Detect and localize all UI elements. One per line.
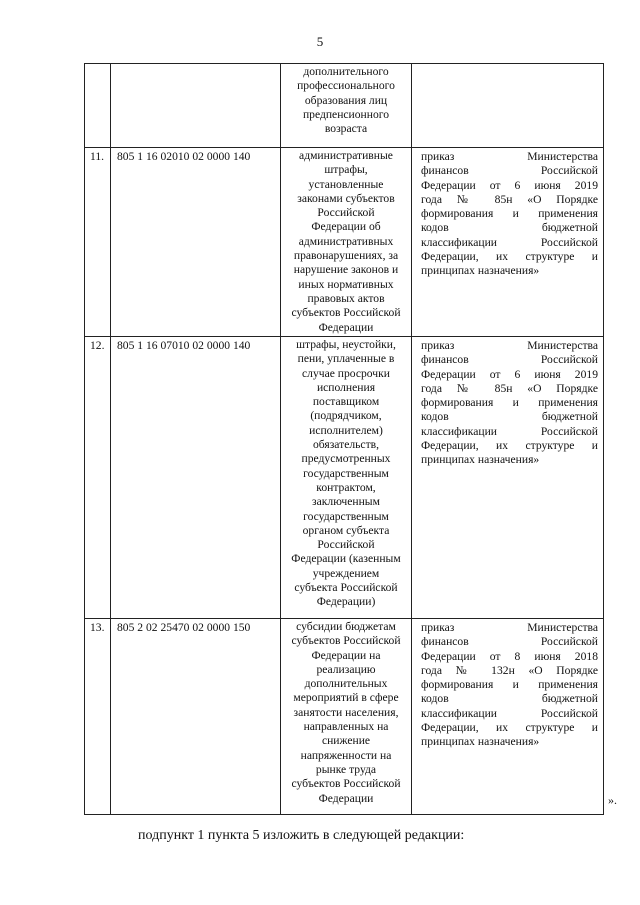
budget-code: 805 2 02 25470 02 0000 150 xyxy=(111,619,281,815)
revenue-name-line: иных нормативных xyxy=(298,277,394,291)
revenue-name-line: реализацию xyxy=(316,662,376,676)
revenue-name-line: занятости населения, xyxy=(293,705,399,719)
revenue-name-line: Федерации на xyxy=(311,648,381,662)
revenue-name-line: субъектов Российской xyxy=(291,306,401,320)
legal-basis-line: Федерации от 6 июня 2019 xyxy=(421,367,598,381)
budget-code: 805 1 16 02010 02 0000 140 xyxy=(111,148,281,337)
revenue-name-line: государственным xyxy=(303,509,389,523)
revenue-name-line: исполнения xyxy=(316,380,376,394)
budget-code: 805 1 16 07010 02 0000 140 xyxy=(111,337,281,619)
revenue-name-line: государственным xyxy=(303,466,389,480)
revenue-name-line: предусмотренных xyxy=(301,452,391,466)
revenue-name-line: дополнительного xyxy=(303,65,389,78)
revenue-name-line: Федерации) xyxy=(316,595,376,609)
legal-basis-line: принципах назначения» xyxy=(421,735,540,749)
revenue-name-line: Федерации xyxy=(318,320,374,334)
revenue-name-line: правонарушениях, за xyxy=(293,249,399,263)
revenue-name-line: предпенсионного xyxy=(302,107,390,121)
budget-code xyxy=(111,64,281,148)
table-row xyxy=(85,619,604,815)
table-row xyxy=(85,64,604,148)
table-row xyxy=(85,337,604,619)
revenue-name-line: (подрядчиком, xyxy=(310,409,382,423)
legal-basis-line: приказ Министерства xyxy=(421,339,598,352)
revenue-name-line: учреждением xyxy=(312,566,380,580)
row-number xyxy=(85,64,111,148)
revenue-name-line: Федерации xyxy=(318,791,374,805)
revenue-name-line: штрафы, неустойки, xyxy=(296,338,396,351)
revenue-name-line: заключенным xyxy=(312,495,380,509)
revenue-name-line: Российской xyxy=(317,206,375,220)
legal-basis-line: приказ Министерства xyxy=(421,621,598,634)
revenue-name-line: образования лиц xyxy=(304,93,388,107)
revenue-name-line: поставщиком xyxy=(312,395,380,409)
legal-basis-line: принципах назначения» xyxy=(421,264,540,278)
legal-basis xyxy=(412,64,604,148)
revenue-name-line: законами субъектов xyxy=(297,191,395,205)
revenue-name-line: исполнителем) xyxy=(309,423,383,437)
revenue-name-line: Российской xyxy=(317,538,375,552)
revenue-name-line: правовых актов xyxy=(307,291,385,305)
page-number: 5 xyxy=(316,34,324,49)
legal-basis xyxy=(412,148,604,337)
legal-basis-line: Федерации, их структуре и xyxy=(421,721,598,735)
legal-basis-line: классификации Российской xyxy=(421,424,598,438)
legal-basis-line: приказ Министерства xyxy=(421,150,598,163)
revenue-name-line: обязательств, xyxy=(312,438,380,452)
revenue-name-line: установленные xyxy=(308,177,384,191)
revenue-name-line: субсидии бюджетам xyxy=(296,620,396,633)
revenue-name xyxy=(281,148,412,337)
legal-basis-line: кодов бюджетной xyxy=(421,410,598,424)
revenue-name-line: направленных на xyxy=(303,720,389,734)
revenue-name-line: снижение xyxy=(321,734,371,748)
revenue-name-line: субъекта Российской xyxy=(294,581,398,595)
legal-basis-line: года № 132н «О Порядке xyxy=(421,663,598,677)
revenue-name-line: административные xyxy=(299,149,393,162)
legal-basis-line: Федерации от 8 июня 2018 xyxy=(421,649,598,663)
revenue-name-line: органом субъекта xyxy=(302,523,390,537)
legal-basis-line: кодов бюджетной xyxy=(421,221,598,235)
row-number: 12. xyxy=(85,337,111,619)
revenue-name-line: контрактом, xyxy=(316,480,376,494)
legal-basis-line: принципах назначения» xyxy=(421,453,540,467)
legal-basis-line: формирования и применения xyxy=(421,396,598,410)
revenue-name-line: случае просрочки xyxy=(302,366,390,380)
revenue-name-line: субъектов Российской xyxy=(291,634,401,648)
legal-basis xyxy=(412,619,604,815)
legal-basis-line: классификации Российской xyxy=(421,235,598,249)
revenue-name xyxy=(281,619,412,815)
legal-basis-line: Федерации, их структуре и xyxy=(421,250,598,264)
row-number: 11. xyxy=(85,148,111,337)
legal-basis-line: Федерации от 6 июня 2019 xyxy=(421,178,598,192)
legal-basis-line: Федерации, их структуре и xyxy=(421,439,598,453)
legal-basis-line: финансов Российской xyxy=(421,635,598,649)
legal-basis-line: года № 85н «О Порядке xyxy=(421,192,598,206)
table-row xyxy=(85,148,604,337)
revenue-name-line: дополнительных xyxy=(304,677,388,691)
revenue-name-line: Федерации (казенным xyxy=(291,552,401,566)
revenue-name xyxy=(281,64,412,148)
legal-basis-line: финансов Российской xyxy=(421,164,598,178)
legal-basis-line: формирования и применения xyxy=(421,207,598,221)
revenue-name-line: возраста xyxy=(324,122,368,136)
revenue-name-line: нарушение законов и xyxy=(293,263,399,277)
revenue-name-line: профессионального xyxy=(297,79,395,93)
legal-basis-line: финансов Российской xyxy=(421,353,598,367)
legal-basis-line: года № 85н «О Порядке xyxy=(421,381,598,395)
revenue-name-line: рынке труда xyxy=(315,762,377,776)
revenue-name-line: пени, уплаченные в xyxy=(297,352,395,366)
budget-codes-table xyxy=(84,63,604,815)
closing-quote: ». xyxy=(608,793,617,807)
legal-basis xyxy=(412,337,604,619)
revenue-name xyxy=(281,337,412,619)
revenue-name-line: Федерации об xyxy=(311,220,381,234)
revenue-name-line: мероприятий в сфере xyxy=(293,691,399,705)
legal-basis-line: формирования и применения xyxy=(421,678,598,692)
revenue-name-line: административных xyxy=(298,234,394,248)
amendment-paragraph: подпункт 1 пункта 5 изложить в следующей редакции: xyxy=(138,828,465,843)
revenue-name-line: напряженности на xyxy=(300,748,392,762)
legal-basis-line: классификации Российской xyxy=(421,706,598,720)
revenue-name-line: штрафы, xyxy=(324,163,368,177)
row-number: 13. xyxy=(85,619,111,815)
legal-basis-line: кодов бюджетной xyxy=(421,692,598,706)
revenue-name-line: субъектов Российской xyxy=(291,777,401,791)
